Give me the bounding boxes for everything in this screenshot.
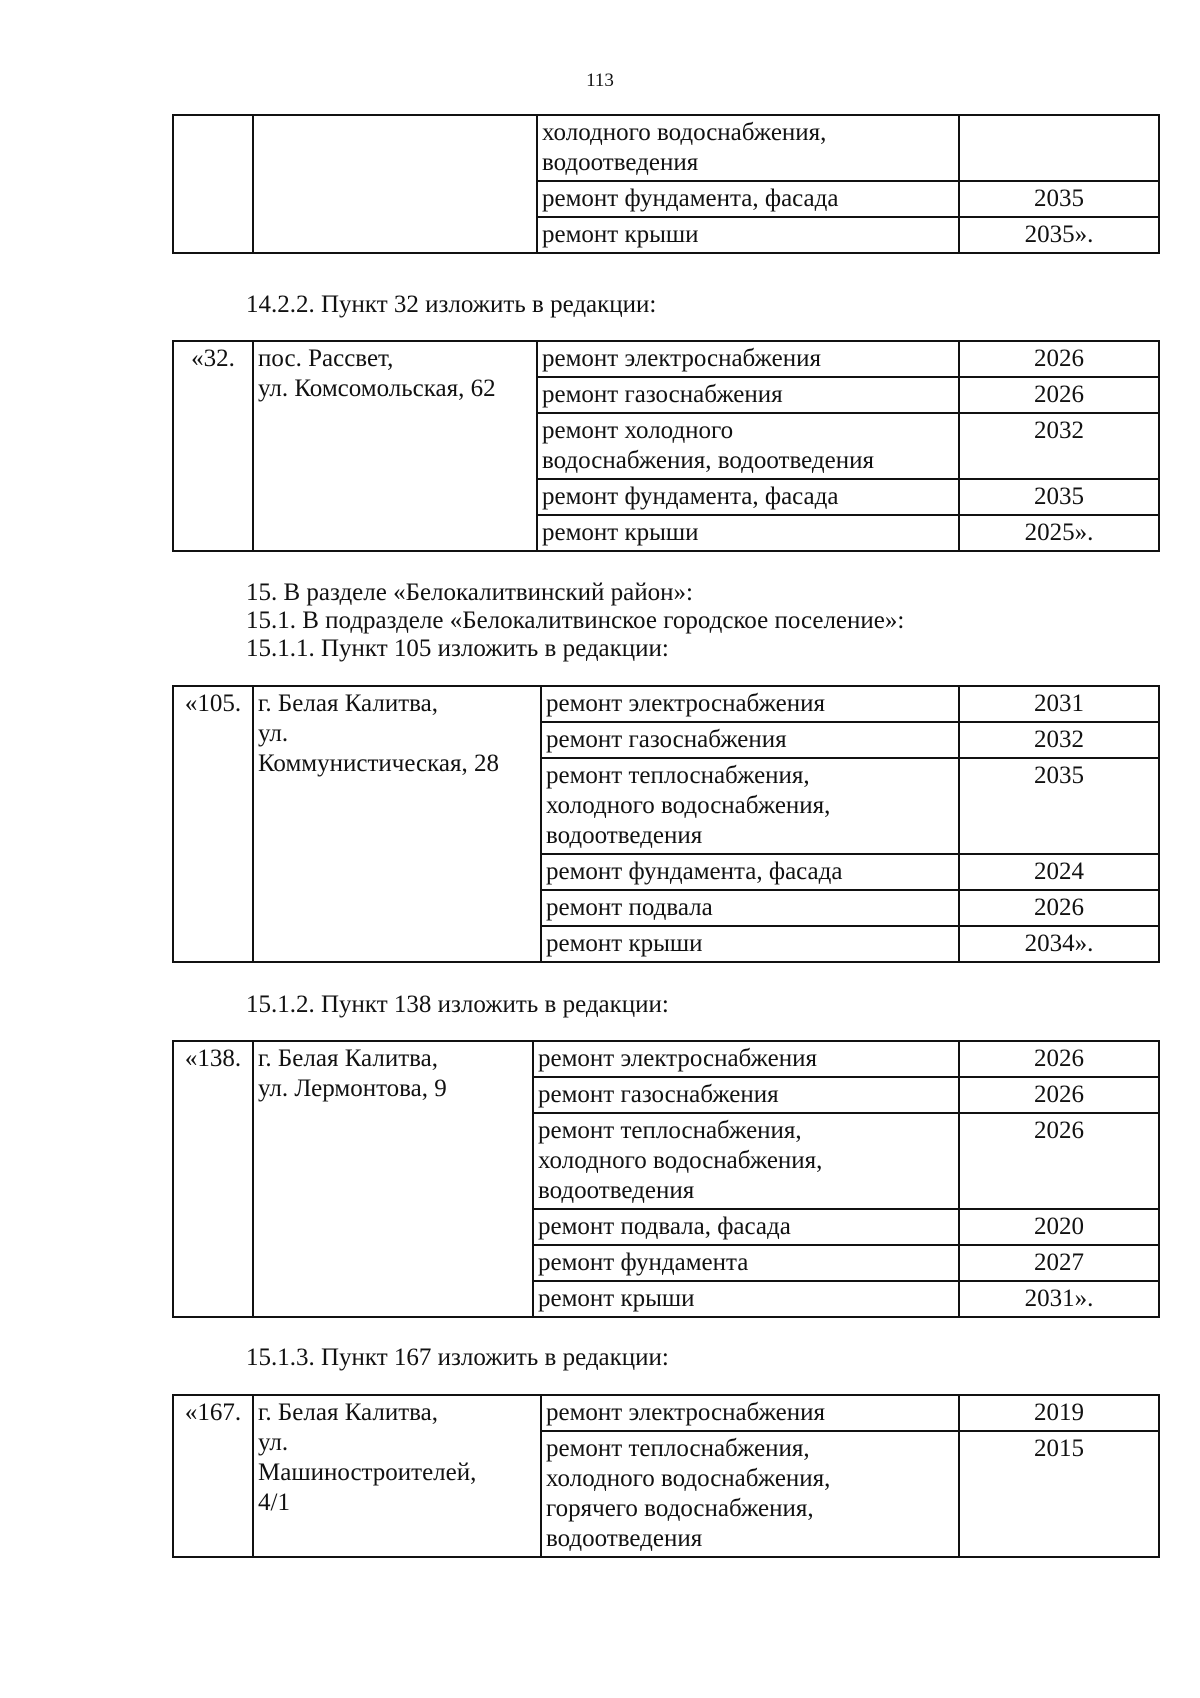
address-cell — [253, 1041, 533, 1317]
table-body — [173, 115, 1159, 253]
table-body — [173, 341, 1159, 551]
table-row — [173, 686, 1159, 722]
year-cell: 2031 — [959, 686, 1159, 722]
work-type-cell — [537, 115, 959, 181]
item-number-cell — [173, 115, 253, 253]
address-cell — [253, 1395, 541, 1557]
cell-text-line: Машиностроителей, — [258, 1459, 477, 1486]
year-cell: 2019 — [959, 1395, 1159, 1431]
table-row — [173, 1041, 1159, 1077]
address-cell — [253, 341, 537, 551]
year-cell: 2032 — [959, 413, 1159, 479]
cell-text-line: ремонт крыши — [546, 930, 703, 957]
work-type-cell — [541, 722, 959, 758]
year-cell: 2035». — [959, 217, 1159, 253]
table-item-32 — [172, 340, 1160, 552]
cell-text-line: ремонт фундамента — [538, 1249, 749, 1276]
year-cell: 2026 — [959, 1041, 1159, 1077]
year-cell: 2035 — [959, 758, 1159, 854]
year-cell: 2026 — [959, 341, 1159, 377]
year-cell — [959, 115, 1159, 181]
paragraph-15-1-1: 15.1.1. Пункт 105 изложить в редакции: — [246, 635, 669, 662]
year-cell: 2025». — [959, 515, 1159, 551]
cell-text-line: ремонт газоснабжения — [546, 726, 787, 753]
year-cell: 2027 — [959, 1245, 1159, 1281]
table-item-138 — [172, 1040, 1160, 1318]
work-type-cell — [541, 854, 959, 890]
cell-text-line: ремонт подвала, фасада — [538, 1213, 791, 1240]
paragraph-15-1-3: 15.1.3. Пункт 167 изложить в редакции: — [246, 1344, 669, 1371]
work-type-cell — [533, 1245, 959, 1281]
cell-text-line: ремонт холодного — [542, 417, 734, 444]
paragraph-15-1: 15.1. В подразделе «Белокалитвинское городское поселение»: — [246, 607, 905, 634]
work-type-cell — [537, 181, 959, 217]
work-type-cell — [533, 1077, 959, 1113]
year-cell: 2026 — [959, 1113, 1159, 1209]
cell-text-line: водоотведения — [538, 1177, 695, 1204]
year-cell: 2020 — [959, 1209, 1159, 1245]
work-type-cell — [537, 413, 959, 479]
page-number: 113 — [586, 70, 614, 91]
year-cell: 2032 — [959, 722, 1159, 758]
year-cell: 2015 — [959, 1431, 1159, 1557]
item-number-cell: «138. — [173, 1041, 253, 1317]
work-type-cell — [541, 1431, 959, 1557]
cell-text-line: ремонт теплоснабжения, — [546, 1435, 810, 1462]
work-type-cell — [541, 1395, 959, 1431]
cell-text-line: ремонт электроснабжения — [542, 345, 821, 372]
cell-text-line: водоснабжения, водоотведения — [542, 447, 874, 474]
cell-text-line: холодного водоснабжения, — [546, 792, 831, 819]
paragraph-15-1-2: 15.1.2. Пункт 138 изложить в редакции: — [246, 991, 669, 1018]
year-cell: 2024 — [959, 854, 1159, 890]
cell-text-line: ул. — [258, 1429, 289, 1456]
cell-text-line: ремонт фундамента, фасада — [542, 483, 839, 510]
work-type-cell — [533, 1113, 959, 1209]
table-row — [173, 1395, 1159, 1431]
table-item-105 — [172, 685, 1160, 963]
work-type-cell — [541, 890, 959, 926]
cell-text-line: холодного водоснабжения, — [542, 119, 827, 146]
work-type-cell — [537, 341, 959, 377]
year-cell: 2035 — [959, 479, 1159, 515]
cell-text-line: ул. Комсомольская, 62 — [258, 375, 496, 402]
table-body — [173, 1041, 1159, 1317]
cell-text-line: г. Белая Калитва, — [258, 1399, 438, 1426]
item-number-cell: «105. — [173, 686, 253, 962]
work-type-cell — [537, 479, 959, 515]
year-cell: 2026 — [959, 890, 1159, 926]
cell-text-line: водоотведения — [546, 822, 703, 849]
address-cell — [253, 115, 537, 253]
address-cell — [253, 686, 541, 962]
cell-text-line: пос. Рассвет, — [258, 345, 394, 372]
work-type-cell — [541, 926, 959, 962]
cell-text-line: ремонт крыши — [542, 221, 699, 248]
cell-text-line: водоотведения — [542, 149, 699, 176]
work-type-cell — [537, 515, 959, 551]
cell-text-line: Коммунистическая, 28 — [258, 750, 500, 777]
table-row — [173, 341, 1159, 377]
item-number-cell: «32. — [173, 341, 253, 551]
table-item-167 — [172, 1394, 1160, 1558]
cell-text-line: 4/1 — [258, 1489, 290, 1516]
work-type-cell — [533, 1281, 959, 1317]
cell-text-line: ремонт теплоснабжения, — [538, 1117, 802, 1144]
item-number-cell: «167. — [173, 1395, 253, 1557]
cell-text-line: ремонт теплоснабжения, — [546, 762, 810, 789]
cell-text-line: г. Белая Калитва, — [258, 690, 438, 717]
table-row — [173, 115, 1159, 181]
cell-text-line: холодного водоснабжения, — [546, 1465, 831, 1492]
work-type-cell — [533, 1041, 959, 1077]
cell-text-line: холодного водоснабжения, — [538, 1147, 823, 1174]
work-type-cell — [537, 217, 959, 253]
table-continuation — [172, 114, 1160, 254]
table-body — [173, 686, 1159, 962]
cell-text-line: г. Белая Калитва, — [258, 1045, 438, 1072]
year-cell: 2034». — [959, 926, 1159, 962]
cell-text-line: ремонт электроснабжения — [538, 1045, 817, 1072]
cell-text-line: ремонт газоснабжения — [538, 1081, 779, 1108]
cell-text-line: ремонт крыши — [542, 519, 699, 546]
year-cell: 2035 — [959, 181, 1159, 217]
cell-text-line: водоотведения — [546, 1525, 703, 1552]
cell-text-line: горячего водоснабжения, — [546, 1495, 814, 1522]
cell-text-line: ремонт крыши — [538, 1285, 695, 1312]
work-type-cell — [537, 377, 959, 413]
cell-text-line: ремонт электроснабжения — [546, 1399, 825, 1426]
cell-text-line: ул. — [258, 720, 289, 747]
paragraph-14-2-2: 14.2.2. Пункт 32 изложить в редакции: — [246, 291, 657, 318]
cell-text-line: ремонт фундамента, фасада — [542, 185, 839, 212]
year-cell: 2026 — [959, 377, 1159, 413]
work-type-cell — [541, 686, 959, 722]
work-type-cell — [541, 758, 959, 854]
cell-text-line: ремонт подвала — [546, 894, 713, 921]
table-body — [173, 1395, 1159, 1557]
paragraph-15: 15. В разделе «Белокалитвинский район»: — [246, 579, 693, 606]
year-cell: 2026 — [959, 1077, 1159, 1113]
cell-text-line: ремонт фундамента, фасада — [546, 858, 843, 885]
year-cell: 2031». — [959, 1281, 1159, 1317]
work-type-cell — [533, 1209, 959, 1245]
cell-text-line: ремонт газоснабжения — [542, 381, 783, 408]
cell-text-line: ул. Лермонтова, 9 — [258, 1075, 447, 1102]
cell-text-line: ремонт электроснабжения — [546, 690, 825, 717]
